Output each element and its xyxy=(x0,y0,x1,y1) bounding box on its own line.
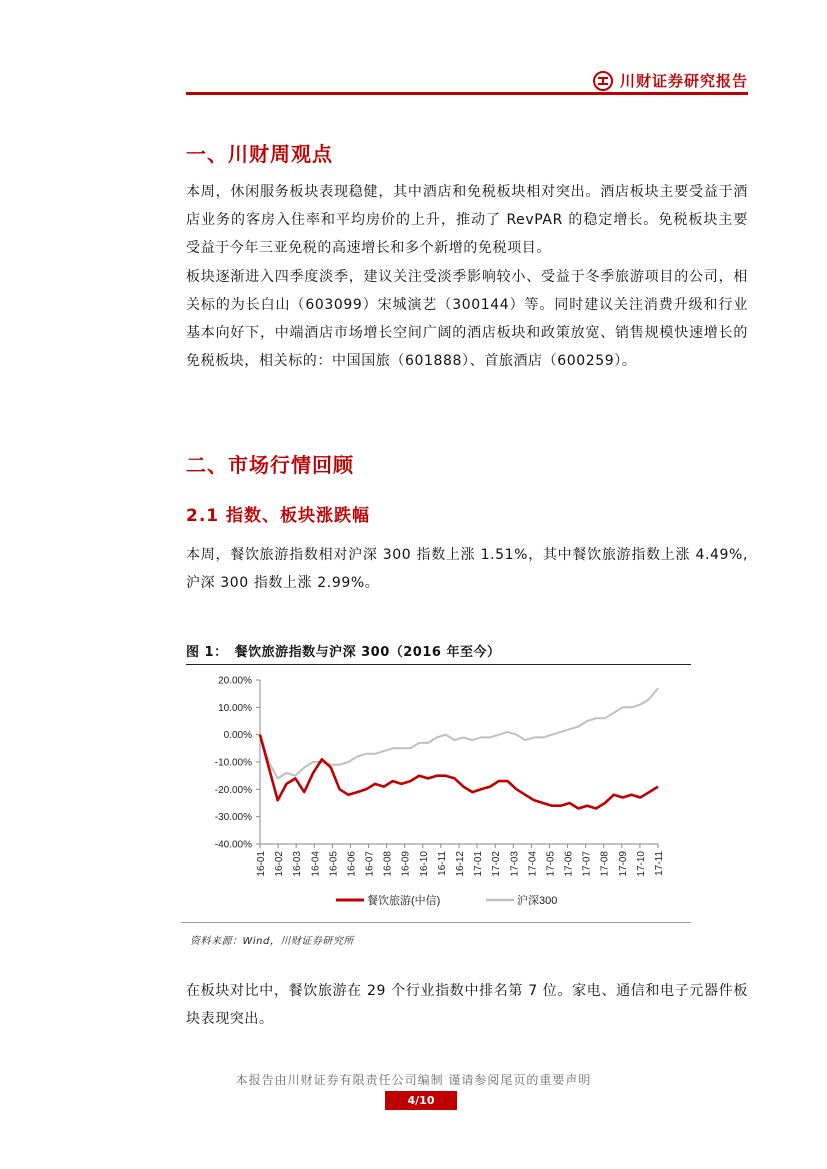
x-tick-label: 17-01 xyxy=(473,851,485,877)
sichuan-finance-logo-icon xyxy=(593,71,613,91)
brand-name: 川财证券研究报告 xyxy=(619,72,748,90)
section-1-paragraph-1: 本周，休闲服务板块表现稳健，其中酒店和免税板块相对突出。酒店板块主要受益于酒店业务的客房入住率和平均房价的上升，推动了 RevPAR 的稳定增长。免税板块主要受益于今年三亚免税的高速增长和多个新增的免税项目。 xyxy=(186,184,748,256)
x-tick-label: 16-05 xyxy=(328,851,340,877)
x-tick-label: 17-08 xyxy=(599,851,611,877)
y-tick-label: 0.00% xyxy=(223,730,252,742)
x-tick-label: 16-10 xyxy=(418,851,430,877)
x-tick-label: 16-09 xyxy=(400,851,412,877)
x-tick-label: 17-07 xyxy=(581,851,593,877)
x-tick-label: 17-05 xyxy=(545,851,557,877)
x-tick-label: 16-08 xyxy=(382,851,394,877)
footer-disclaimer: 本报告由川财证券有限责任公司编制 谨请参阅尾页的重要声明 xyxy=(235,1073,592,1087)
x-tick-label: 16-12 xyxy=(455,851,466,877)
section-2-title: 二、市场行情回顾 xyxy=(186,453,354,477)
x-tick-label: 17-10 xyxy=(635,851,647,877)
figure-source: 资料来源：Wind，川财证券研究所 xyxy=(190,936,354,947)
x-tick-label: 16-07 xyxy=(364,851,376,877)
x-tick-label: 16-01 xyxy=(256,851,267,877)
y-tick-label: -30.00% xyxy=(214,812,252,824)
x-tick-label: 16-11 xyxy=(436,851,448,876)
x-tick-label: 17-04 xyxy=(527,851,539,877)
x-tick-label: 17-03 xyxy=(509,851,521,877)
section-1-title: 一、川财周观点 xyxy=(186,142,333,166)
figure-title: 图 1： 餐饮旅游指数与沪深 300（2016 年至今） xyxy=(186,641,691,665)
x-tick-label: 17-09 xyxy=(617,851,629,877)
figure-bottom-rule xyxy=(181,922,691,923)
legend-label-1: 沪深300 xyxy=(517,895,558,907)
y-tick-label: 10.00% xyxy=(218,702,252,714)
x-tick-label: 16-03 xyxy=(292,851,304,877)
section-1-paragraph-2: 板块逐渐进入四季度淡季，建议关注受淡季影响较小、受益于冬季旅游项目的公司，相关标的为长白山（603099）宋城演艺（300144）等。同时建议关注消费升级和行业基本向好下，中端酒店市场增长空间广阔的酒店板块和政策放宽、销售规模快速增长的免税板块，相关标的：中国国旅（601888）、首旅酒店（600259）。 xyxy=(186,269,748,369)
header-divider xyxy=(186,92,748,95)
y-tick-label: 20.00% xyxy=(218,675,252,687)
x-tick-label: 16-02 xyxy=(274,851,286,877)
y-tick-label: -10.00% xyxy=(214,757,252,769)
y-tick-label: -20.00% xyxy=(214,784,252,796)
header-brand xyxy=(593,70,748,91)
subsection-2-1-title: 2.1 指数、板块涨跌幅 xyxy=(186,506,371,526)
x-tick-label: 17-06 xyxy=(563,851,575,877)
x-tick-label: 16-04 xyxy=(310,851,322,877)
x-tick-label: 17-11 xyxy=(654,851,665,876)
x-tick-label: 17-02 xyxy=(491,851,503,877)
series-line-catering-tourism xyxy=(260,735,658,809)
legend-label-0: 餐饮旅游(中信) xyxy=(367,895,441,907)
page-number: 4/10 xyxy=(385,1091,457,1110)
section-2-paragraph-2: 在板块对比中，餐饮旅游在 29 个行业指数中排名第 7 位。家电、通信和电子元器件板块表现突出。 xyxy=(186,983,748,1027)
index-comparison-chart xyxy=(186,660,691,922)
y-tick-label: -40.00% xyxy=(214,839,252,851)
section-2-paragraph-1: 本周，餐饮旅游指数相对沪深 300 指数上涨 1.51%，其中餐饮旅游指数上涨 4.49%,沪深 300 指数上涨 2.99%。 xyxy=(186,547,748,591)
x-tick-label: 16-06 xyxy=(346,851,358,877)
